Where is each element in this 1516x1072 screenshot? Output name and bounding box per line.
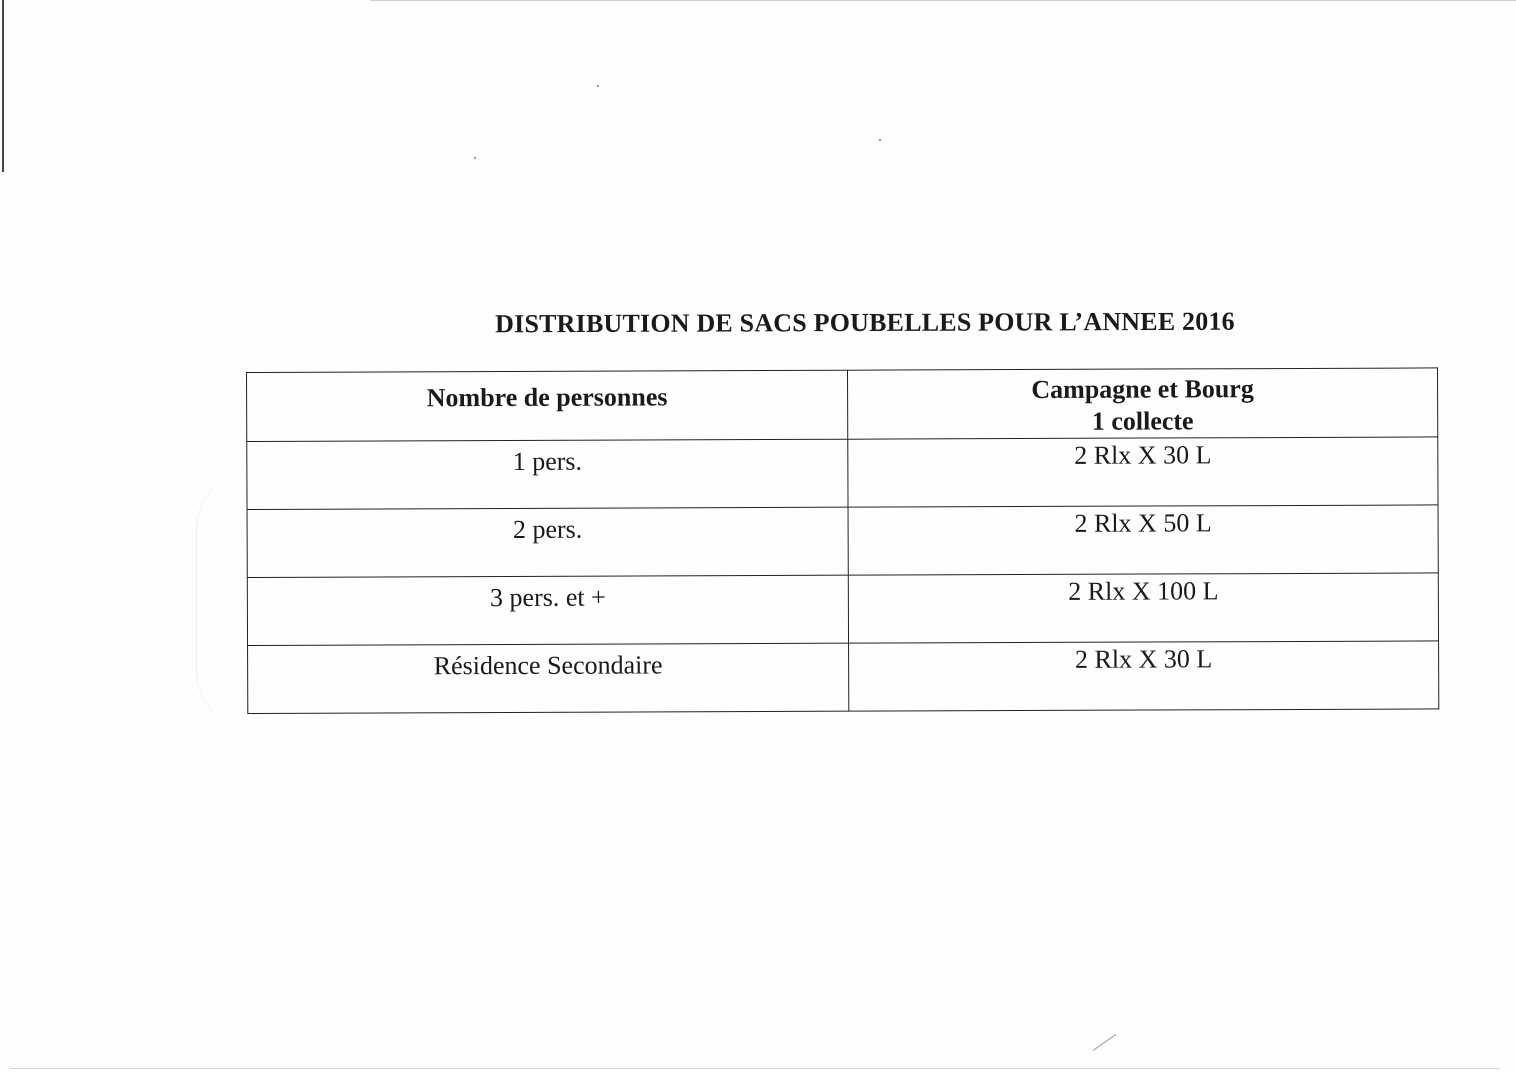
cell-people: 3 pers. et + bbox=[247, 575, 848, 645]
scan-mark bbox=[1093, 1034, 1117, 1051]
header-people: Nombre de personnes bbox=[247, 370, 848, 441]
cell-allocation: 2 Rlx X 100 L bbox=[848, 573, 1438, 643]
cell-people: 1 pers. bbox=[247, 439, 848, 509]
table-row bbox=[248, 641, 1439, 714]
distribution-table-wrapper bbox=[246, 367, 1439, 714]
scan-speck bbox=[879, 139, 881, 141]
distribution-table bbox=[246, 367, 1439, 714]
header-area-line2: 1 collecte bbox=[1091, 406, 1194, 436]
header-area bbox=[847, 368, 1437, 439]
cell-allocation: 2 Rlx X 30 L bbox=[849, 641, 1439, 711]
cell-allocation: 2 Rlx X 30 L bbox=[848, 437, 1438, 507]
table-header-row bbox=[247, 368, 1438, 442]
table-row bbox=[247, 573, 1438, 646]
cell-allocation: 2 Rlx X 50 L bbox=[848, 505, 1438, 575]
scan-bottom-edge bbox=[10, 1068, 1500, 1069]
table-row bbox=[247, 437, 1438, 510]
scan-left-edge bbox=[2, 0, 4, 172]
scan-speck bbox=[474, 157, 476, 159]
cell-people: 2 pers. bbox=[247, 507, 848, 577]
document-title: DISTRIBUTION DE SACS POUBELLES POUR L’ANNEE 2016 bbox=[495, 306, 1235, 339]
scan-speck bbox=[597, 85, 599, 87]
header-area-line1: Campagne et Bourg bbox=[1031, 374, 1254, 404]
cell-people: Résidence Secondaire bbox=[248, 643, 849, 713]
scan-top-edge bbox=[370, 0, 1516, 1]
table-row bbox=[247, 505, 1438, 578]
